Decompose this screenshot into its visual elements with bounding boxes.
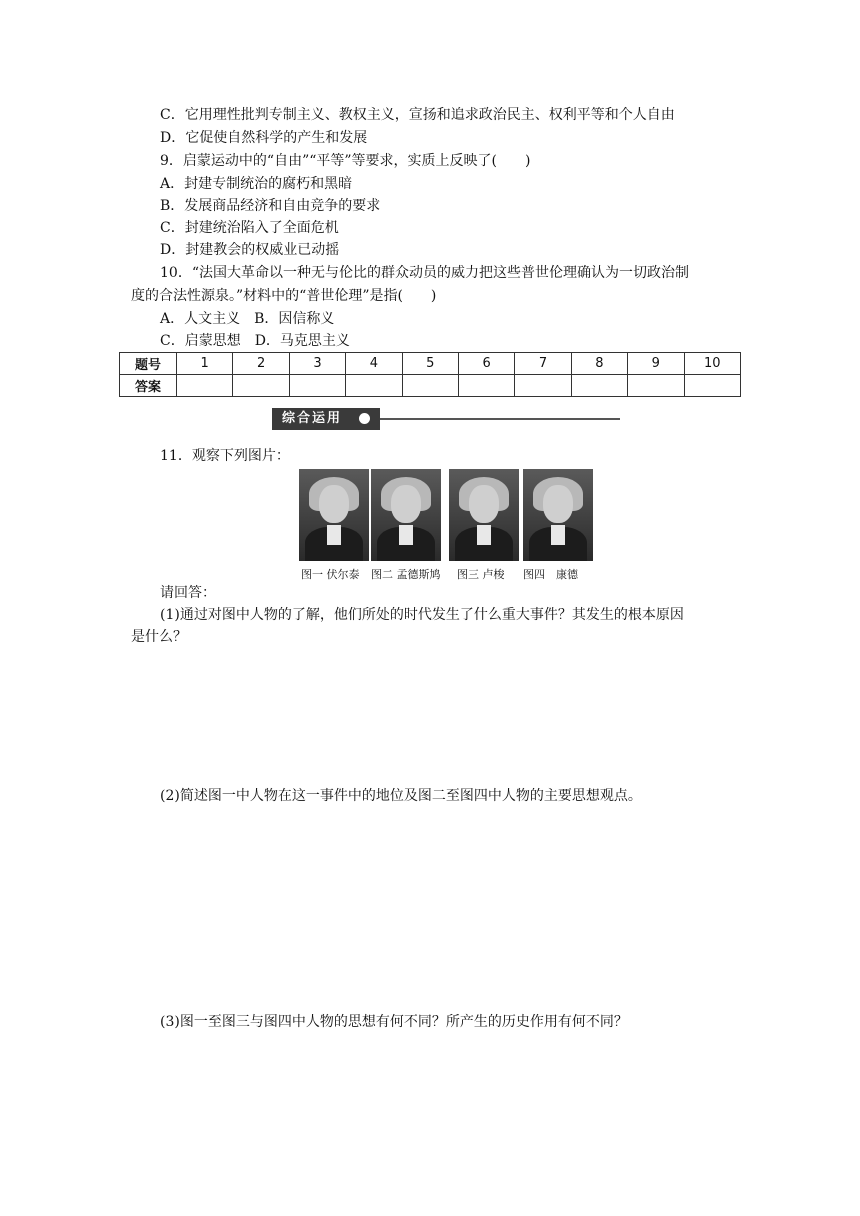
answer-cell[interactable] — [515, 375, 571, 397]
answer-cell[interactable] — [628, 375, 684, 397]
question-11: 11．观察下列图片： — [160, 448, 290, 464]
option-10ab: A．人文主义 B．因信称义 — [160, 311, 335, 327]
answer-table — [119, 352, 741, 397]
table-number: 10 — [684, 353, 740, 375]
subquestion-1-line1: (1)通过对图中人物的了解，他们所处的时代发生了什么重大事件？其发生的根本原因 — [160, 607, 684, 623]
subquestion-2: (2)简述图一中人物在这一事件中的地位及图二至图四中人物的主要思想观点。 — [160, 788, 642, 804]
answer-cell[interactable] — [177, 375, 233, 397]
table-number: 8 — [571, 353, 627, 375]
option-9b: B．发展商品经济和自由竞争的要求 — [160, 198, 381, 214]
cravat-shape — [477, 525, 491, 545]
caption-figure-2: 图二 孟德斯鸠 — [371, 568, 441, 581]
face-shape — [469, 485, 499, 523]
banner-dot-icon — [359, 413, 370, 424]
question-10-line1: 10．“法国大革命以一种无与伦比的群众动员的威力把这些普世伦理确认为一切政治制 — [160, 265, 689, 281]
answer-cell[interactable] — [233, 375, 289, 397]
option-9c: C．封建统治陷入了全面危机 — [160, 220, 339, 236]
caption-figure-3: 图三 卢梭 — [457, 568, 505, 581]
table-header-label: 题号 — [120, 353, 177, 375]
table-answer-label: 答案 — [120, 375, 177, 397]
question-9: 9．启蒙运动中的“自由”“平等”等要求，实质上反映了( ) — [160, 153, 531, 169]
caption-figure-4: 图四 康德 — [523, 568, 578, 581]
portrait-rousseau — [449, 469, 519, 561]
answer-cell[interactable] — [684, 375, 740, 397]
table-number: 7 — [515, 353, 571, 375]
table-number: 5 — [402, 353, 458, 375]
table-number: 6 — [458, 353, 514, 375]
answer-cell[interactable] — [458, 375, 514, 397]
section-banner-label: 综合运用 — [272, 408, 380, 430]
question-10-line2: 度的合法性源泉。”材料中的“普世伦理”是指( ) — [131, 288, 437, 304]
answer-cell[interactable] — [346, 375, 402, 397]
subquestion-1-line2: 是什么？ — [131, 629, 187, 645]
option-8d: D．它促使自然科学的产生和发展 — [160, 130, 368, 146]
answer-cell[interactable] — [289, 375, 345, 397]
face-shape — [543, 485, 573, 523]
option-9a: A．封建专制统治的腐朽和黑暗 — [160, 176, 353, 192]
option-8c: C．它用理性批判专制主义、教权主义，宣扬和追求政治民主、权利平等和个人自由 — [160, 107, 675, 123]
answer-cell[interactable] — [402, 375, 458, 397]
portrait-montesquieu — [371, 469, 441, 561]
section-banner — [272, 408, 622, 430]
table-number: 2 — [233, 353, 289, 375]
face-shape — [391, 485, 421, 523]
cravat-shape — [551, 525, 565, 545]
portrait-voltaire — [299, 469, 369, 561]
portrait-gallery — [299, 469, 595, 581]
table-number: 3 — [289, 353, 345, 375]
subquestion-3: (3)图一至图三与图四中人物的思想有何不同？所产生的历史作用有何不同？ — [160, 1014, 628, 1030]
cravat-shape — [399, 525, 413, 545]
option-10cd: C．启蒙思想 D．马克思主义 — [160, 333, 350, 349]
table-number: 9 — [628, 353, 684, 375]
table-row-answers — [120, 375, 741, 397]
banner-divider — [380, 418, 620, 420]
answer-cell[interactable] — [571, 375, 627, 397]
face-shape — [319, 485, 349, 523]
table-row-header — [120, 353, 741, 375]
portrait-kant — [523, 469, 593, 561]
answer-prompt: 请回答： — [160, 585, 216, 601]
caption-figure-1: 图一 伏尔泰 — [301, 568, 360, 581]
option-9d: D．封建教会的权威业已动摇 — [160, 242, 340, 258]
cravat-shape — [327, 525, 341, 545]
table-number: 1 — [177, 353, 233, 375]
table-number: 4 — [346, 353, 402, 375]
